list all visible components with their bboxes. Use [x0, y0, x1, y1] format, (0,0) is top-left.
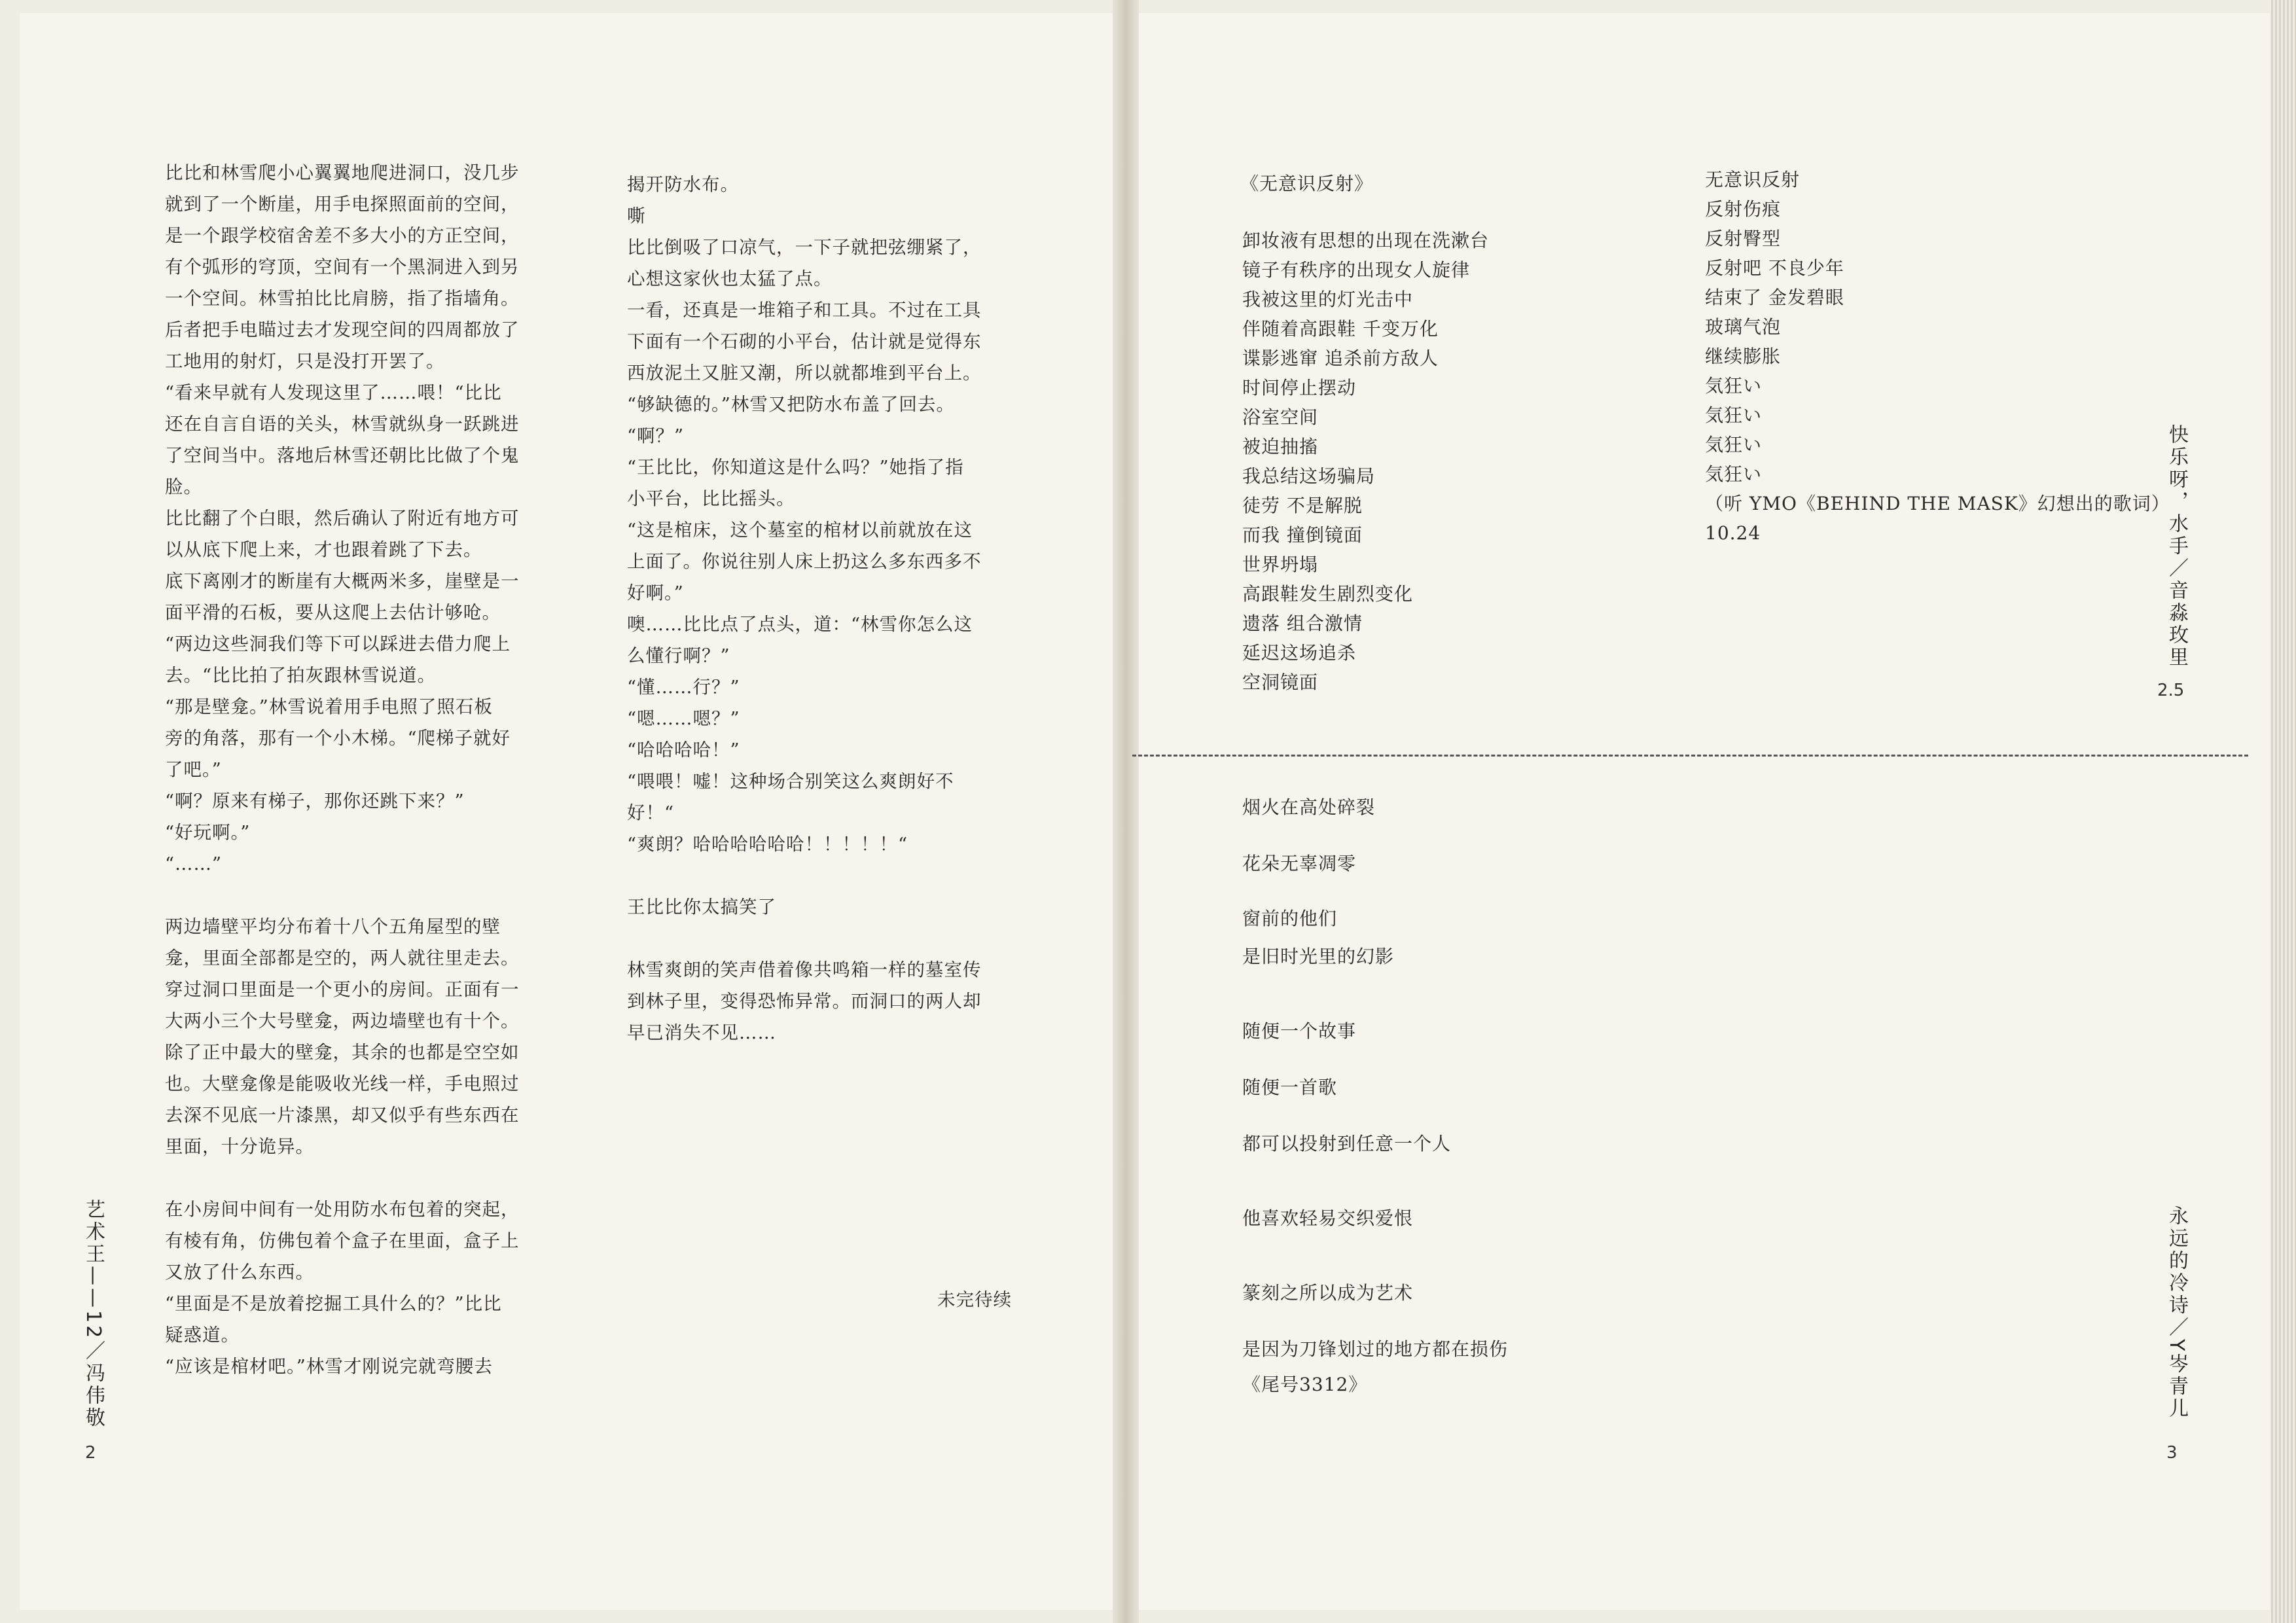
- story-line: “看来早就有人发现这里了……喂！“比比: [165, 382, 502, 403]
- poem1-column-1: [1242, 226, 1489, 697]
- story-line: 大两小三个大号壁龛，两边墙壁也有十个。: [165, 1010, 520, 1031]
- story-line: 小平台，比比摇头。: [627, 488, 795, 509]
- story-line: 比比翻了个白眼，然后确认了附近有地方可: [165, 508, 520, 529]
- story-line: 在小房间中间有一处用防水布包着的突起，: [165, 1199, 520, 1220]
- story-line: 工地用的射灯，只是没打开罢了。: [165, 351, 445, 372]
- story-line: 去。“比比拍了拍灰跟林雪说道。: [165, 665, 437, 686]
- story-line: “哈哈哈哈！”: [627, 740, 740, 760]
- story-line: 王比比你太搞笑了: [627, 897, 776, 918]
- story-line: “喂喂！嘘！这种场合别笑这么爽朗好不: [627, 771, 954, 792]
- story-line: “懂……行？”: [627, 677, 740, 698]
- right-side-label-top: 快乐呀，水手／音淼玫里: [2165, 424, 2188, 669]
- poem1-title: 《无意识反射》: [1240, 173, 1374, 194]
- story-line: 上面了。你说往别人床上扔这么多东西多不: [627, 551, 982, 572]
- poem-line: 気狂い: [1705, 434, 1763, 455]
- story-line: “啊？原来有梯子，那你还跳下来？”: [165, 791, 465, 812]
- book-gutter: [1113, 0, 1139, 1623]
- paragraph-gap: [627, 923, 982, 954]
- story-line: 了吧。”: [165, 759, 222, 780]
- poem-line: 気狂い: [1705, 375, 1763, 397]
- page-edge: [2271, 0, 2296, 1623]
- story-line: 除了正中最大的壁龛，其余的也都是空空如: [165, 1042, 520, 1063]
- story-line: 揭开防水布。: [627, 174, 739, 195]
- poem-line: 结束了 金发碧眼: [1705, 287, 1844, 308]
- poem-line: 気狂い: [1705, 404, 1763, 426]
- story-line: 里面，十分诡异。: [165, 1136, 314, 1157]
- paragraph-gap: [627, 860, 982, 891]
- poem-line: 遗落 组合激情: [1242, 613, 1363, 634]
- poem-line: 徒劳 不是解脱: [1242, 495, 1363, 516]
- poem2-line: 烟火在高处碎裂: [1242, 796, 1376, 818]
- poem-line: 我被这里的灯光击中: [1242, 289, 1414, 310]
- story-line: 也。大壁龛像是能吸收光线一样，手电照过: [165, 1073, 520, 1094]
- poem2-line: 他喜欢轻易交织爱恨: [1242, 1207, 1414, 1229]
- story-line: 好！“: [627, 802, 675, 823]
- poem-line: 反射伤痕: [1705, 198, 1782, 220]
- poem-line: 高跟鞋发生剧烈变化: [1242, 583, 1414, 605]
- poem-line: 无意识反射: [1705, 169, 1801, 190]
- poem-line: 而我 撞倒镜面: [1242, 524, 1363, 546]
- story-line: 下面有一个石砌的小平台，估计就是觉得东: [627, 331, 982, 352]
- poem-line: 反射臀型: [1705, 228, 1782, 249]
- paragraph-gap: [165, 880, 520, 911]
- poem2-line: 都可以投射到任意一个人: [1242, 1133, 1452, 1154]
- story-line: 就到了一个断崖，用手电探照面前的空间，: [165, 194, 520, 215]
- story-line: “好玩啊。”: [165, 822, 251, 843]
- poem-line: 继续膨胀: [1705, 346, 1782, 367]
- story-line: 比比和林雪爬小心翼翼地爬进洞口，没几步: [165, 162, 520, 183]
- poem2-line: 《尾号3312》: [1242, 1374, 1368, 1395]
- story-line: 嘶: [627, 205, 646, 226]
- poem-line: 伴随着高跟鞋 千变万化: [1242, 318, 1439, 340]
- story-line: “爽朗？哈哈哈哈哈哈！！！！！“: [627, 834, 908, 855]
- poem1-column-2: [1705, 165, 2170, 548]
- story-line: 又放了什么东西。: [165, 1262, 314, 1283]
- story-line: 有棱有角，仿佛包着个盒子在里面，盒子上: [165, 1230, 520, 1251]
- story-line: “里面是不是放着挖掘工具什么的？”比比: [165, 1293, 502, 1314]
- story-line: “够缺德的。”林雪又把防水布盖了回去。: [627, 394, 955, 415]
- story-line: 后者把手电瞄过去才发现空间的四周都放了: [165, 319, 520, 340]
- poem-line: 10.24: [1705, 522, 1761, 544]
- poem-line: 延迟这场追杀: [1242, 642, 1357, 664]
- poem2-line: 是旧时光里的幻影: [1242, 946, 1395, 967]
- story-line: 疑惑道。: [165, 1325, 240, 1346]
- poem2-line: 随便一首歌: [1242, 1077, 1338, 1098]
- story-line: 林雪爽朗的笑声借着像共鸣箱一样的墓室传: [627, 959, 982, 980]
- story-line: “这是棺床，这个墓室的棺材以前就放在这: [627, 520, 973, 541]
- story-line: 穿过洞口里面是一个更小的房间。正面有一: [165, 979, 520, 1000]
- to-be-continued: 未完待续: [937, 1289, 1012, 1310]
- poem-line: 卸妆液有思想的出现在洗漱台: [1242, 230, 1490, 251]
- story-line: 面平滑的石板，要从这爬上去估计够呛。: [165, 602, 501, 623]
- poem-line: 空洞镜面: [1242, 671, 1319, 693]
- left-page-number: 2: [85, 1443, 96, 1463]
- poem2-line: 是因为刀锋划过的地方都在损伤: [1242, 1338, 1509, 1360]
- story-line: 早已消失不见……: [627, 1022, 776, 1043]
- left-side-label: 艺术王——12／冯伟敬: [82, 1199, 105, 1430]
- story-line: 去深不见底一片漆黑，却又似乎有些东西在: [165, 1105, 520, 1126]
- story-line: 以从底下爬上来，才也跟着跳了下去。: [165, 539, 482, 560]
- story-line: “应该是棺材吧。”林雪才刚说完就弯腰去: [165, 1356, 493, 1377]
- story-line: 底下离刚才的断崖有大概两米多，崖壁是一: [165, 571, 520, 592]
- story-line: 好啊。”: [627, 582, 684, 603]
- story-column-2: [627, 169, 982, 1048]
- poem2-line: 窗前的他们: [1242, 908, 1338, 929]
- story-line: 龛，里面全部都是空的，两人就往里走去。: [165, 948, 520, 969]
- poem2-line: 花朵无辜凋零: [1242, 853, 1357, 874]
- right-page-number: 3: [2166, 1443, 2178, 1463]
- poem-line: 时间停止摆动: [1242, 377, 1357, 399]
- story-line: 一看，还真是一堆箱子和工具。不过在工具: [627, 300, 982, 321]
- story-line: “……”: [165, 853, 223, 874]
- poem-line: 浴室空间: [1242, 406, 1319, 428]
- story-line: 脸。: [165, 476, 202, 497]
- right-side-label-bottom: 永远的冷诗／Y岑青儿: [2165, 1205, 2188, 1421]
- poem-line: 玻璃气泡: [1705, 316, 1782, 338]
- story-line: 是一个跟学校宿舍差不多大小的方正空间，: [165, 225, 520, 246]
- poem2-line: 篆刻之所以成为艺术: [1242, 1282, 1414, 1304]
- poem-line: 镜子有秩序的出现女人旋律: [1242, 259, 1471, 281]
- poem-line: 反射吧 不良少年: [1705, 257, 1844, 279]
- story-line: 到林子里，变得恐怖异常。而洞口的两人却: [627, 991, 982, 1012]
- story-line: 噢……比比点了点头，道：“林雪你怎么这: [627, 614, 973, 635]
- poem-line: 気狂い: [1705, 463, 1763, 485]
- paragraph-gap: [165, 1162, 520, 1194]
- story-line: “那是壁龛。”林雪说着用手电照了照石板: [165, 696, 493, 717]
- story-line: 两边墙壁平均分布着十八个五角屋型的壁: [165, 916, 501, 937]
- story-line: 么懂行啊？”: [627, 645, 730, 666]
- story-line: 一个空间。林雪拍比比肩膀，指了指墙角。: [165, 288, 520, 309]
- poem-line: （听 YMO《BEHIND THE MASK》幻想出的歌词）: [1705, 493, 2170, 514]
- story-line: “啊？”: [627, 425, 685, 446]
- story-line: 还在自言自语的关头，林雪就纵身一跃跳进: [165, 414, 520, 435]
- right-side-number-top: 2.5: [2157, 681, 2185, 700]
- poem-line: 谍影逃窜 追杀前方敌人: [1242, 348, 1439, 369]
- story-line: “王比比，你知道这是什么吗？”她指了指: [627, 457, 964, 478]
- story-line: 旁的角落，那有一个小木梯。“爬梯子就好: [165, 728, 511, 749]
- story-line: 有个弧形的穹顶，空间有一个黑洞进入到另: [165, 257, 520, 277]
- poem-line: 被迫抽搐: [1242, 436, 1319, 457]
- story-line: 心想这家伙也太猛了点。: [627, 268, 833, 289]
- poem-line: 世界坍塌: [1242, 554, 1319, 575]
- story-line: 西放泥土又脏又潮，所以就都堆到平台上。: [627, 363, 982, 383]
- story-line: 了空间当中。落地后林雪还朝比比做了个鬼: [165, 445, 520, 466]
- poem-line: 我总结这场骗局: [1242, 465, 1376, 487]
- section-divider: [1132, 755, 2248, 757]
- story-line: 比比倒吸了口凉气，一下子就把弦绷紧了，: [627, 237, 982, 258]
- story-line: “两边这些洞我们等下可以踩进去借力爬上: [165, 633, 511, 654]
- poem2-line: 随便一个故事: [1242, 1020, 1357, 1042]
- story-line: “嗯……嗯？”: [627, 708, 740, 729]
- story-column-1: [165, 157, 520, 1382]
